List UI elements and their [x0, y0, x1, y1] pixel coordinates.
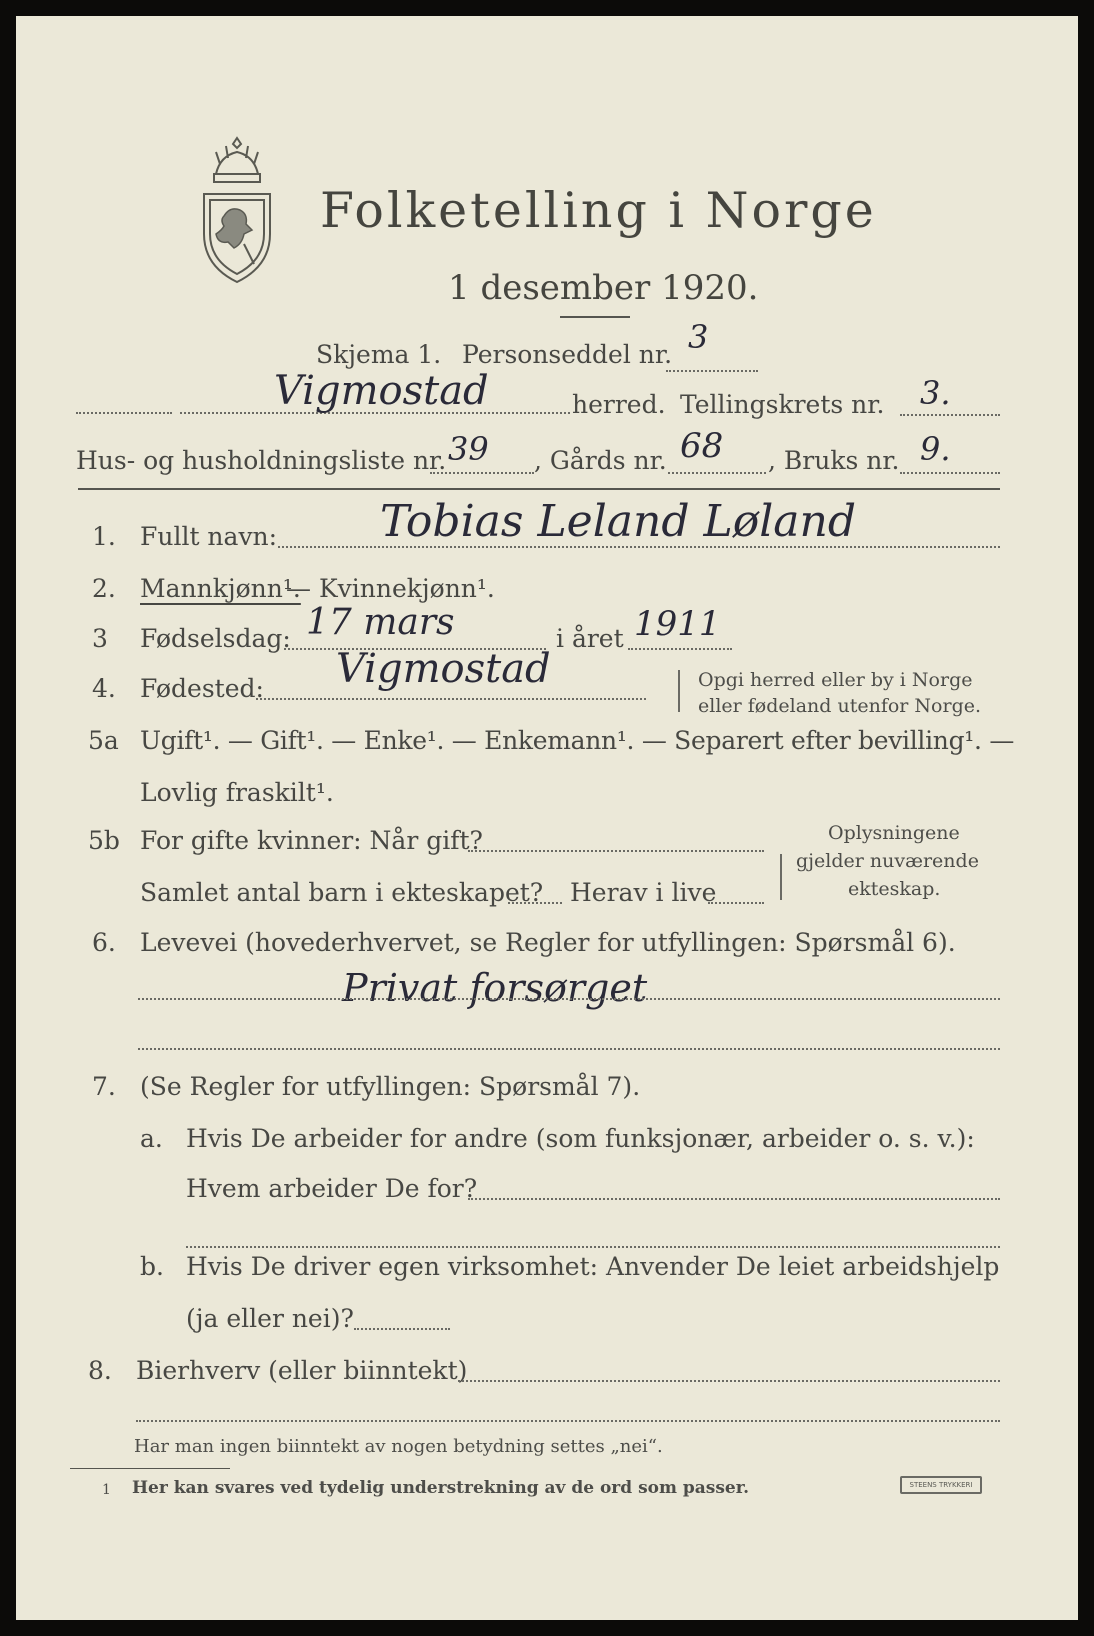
q5b-note-line3: ekteskap.	[848, 878, 941, 900]
hus-value: 39	[448, 430, 489, 468]
q7a-label: Hvis De arbeider for andre (som funksjonær, arbeider o. s. v.):	[186, 1124, 975, 1153]
bruks-label: , Bruks nr.	[768, 446, 900, 475]
form-title: Folketelling i Norge	[320, 182, 877, 239]
q4-value: Vigmostad	[336, 646, 551, 692]
q3-number: 3	[92, 624, 108, 653]
hus-label: Hus- og husholdningsliste nr.	[76, 446, 447, 475]
personseddel-line	[666, 370, 758, 372]
q6-label: Levevei (hovederhvervet, se Regler for utfyllingen: Spørsmål 6).	[140, 928, 956, 957]
q4-note-line2: eller fødeland utenfor Norge.	[698, 695, 982, 717]
q7-label: (Se Regler for utfyllingen: Spørsmål 7).	[140, 1072, 641, 1101]
q4-label: Fødested:	[140, 674, 264, 703]
q5b-married-line	[468, 850, 764, 852]
gards-value: 68	[680, 426, 724, 466]
bruks-value: 9.	[920, 430, 951, 468]
q6-line1	[138, 998, 1000, 1000]
q3-label: Fødselsdag:	[140, 624, 291, 653]
q6-number: 6.	[92, 928, 116, 957]
q3-value: 17 mars	[306, 602, 455, 643]
q4-note-line1: Opgi herred eller by i Norge	[698, 669, 973, 691]
q8-label: Bierhverv (eller biinntekt)	[136, 1356, 468, 1385]
herred-label: herred.	[572, 390, 666, 419]
q5b-children-label: Samlet antal barn i ekteskapet?	[140, 878, 544, 907]
census-form-page	[16, 16, 1078, 1620]
q7a-line2	[186, 1246, 1000, 1248]
footnote-divider	[70, 1468, 230, 1469]
tellingskrets-line	[900, 414, 1000, 416]
personseddel-value: 3	[688, 318, 709, 356]
tellingskrets-label: Tellingskrets nr.	[680, 390, 885, 419]
q3-year-label: i året	[556, 624, 624, 653]
tellingskrets-value: 3.	[920, 374, 951, 412]
personseddel-label: Personseddel nr.	[462, 340, 673, 369]
q8-note: Har man ingen biinntekt av nogen betydning settes „nei“.	[134, 1436, 663, 1457]
q5a-options-cont: Lovlig fraskilt¹.	[140, 778, 334, 807]
footnote-mark: 1	[102, 1482, 111, 1498]
q2-female-option: — Kvinnekjønn¹.	[286, 574, 495, 603]
herred-value: Vigmostad	[274, 368, 489, 414]
q8-number: 8.	[88, 1356, 112, 1385]
hus-line	[430, 472, 534, 474]
norwegian-lion-coat-of-arms-icon	[194, 134, 280, 286]
printer-stamp-text: STEENS TRYKKERI	[909, 1481, 973, 1489]
title-divider	[560, 316, 630, 318]
q7b-sub-label: (ja eller nei)?	[186, 1304, 354, 1333]
census-date: 1 desember 1920.	[448, 268, 759, 308]
q5b-bracket	[780, 854, 788, 900]
q5b-alive-line	[708, 902, 764, 904]
q1-value: Tobias Leland Løland	[380, 496, 857, 547]
q2-male-option: Mannkjønn¹.	[140, 574, 301, 603]
q8-line2	[136, 1420, 1000, 1422]
q3-year-line	[628, 648, 732, 650]
q7b-letter: b.	[140, 1252, 164, 1281]
printer-stamp	[900, 1476, 982, 1494]
q7a-line1	[468, 1198, 1000, 1200]
gards-label: , Gårds nr.	[534, 446, 667, 475]
q1-number: 1.	[92, 522, 116, 551]
q7-number: 7.	[92, 1072, 116, 1101]
q2-number: 2.	[92, 574, 116, 603]
herred-line-left	[76, 412, 172, 414]
q6-line2	[138, 1048, 1000, 1050]
gards-line	[668, 472, 766, 474]
q5b-label: For gifte kvinner: Når gift?	[140, 826, 483, 855]
q5b-alive-label: Herav i live	[570, 878, 717, 907]
footnote-text: Her kan svares ved tydelig understrekning av de ord som passer.	[132, 1478, 750, 1498]
q7b-line	[354, 1328, 450, 1330]
q5b-children-line	[508, 902, 562, 904]
q1-label: Fullt navn:	[140, 522, 278, 551]
q7a-sub-label: Hvem arbeider De for?	[186, 1174, 478, 1203]
q5a-options: Ugift¹. — Gift¹. — Enke¹. — Enkemann¹. — Separert efter bevilling¹. —	[140, 726, 1015, 755]
q4-line	[256, 698, 646, 700]
q3-year-value: 1911	[634, 604, 721, 644]
skjema-label: Skjema 1.	[316, 340, 442, 369]
bruks-line	[900, 472, 1000, 474]
q7b-label: Hvis De driver egen virksomhet: Anvender De leiet arbeidshjelp	[186, 1252, 1000, 1281]
q8-line1	[458, 1380, 1000, 1382]
q7a-letter: a.	[140, 1124, 163, 1153]
header-divider	[78, 488, 1000, 490]
q5b-number: 5b	[88, 826, 120, 855]
q4-number: 4.	[92, 674, 116, 703]
q5b-note-line2: gjelder nuværende	[796, 850, 979, 872]
q4-bracket	[678, 670, 686, 712]
q5b-note-line1: Oplysningene	[828, 822, 960, 844]
q5a-number: 5a	[88, 726, 119, 755]
q6-value: Privat forsørget	[342, 966, 648, 1010]
